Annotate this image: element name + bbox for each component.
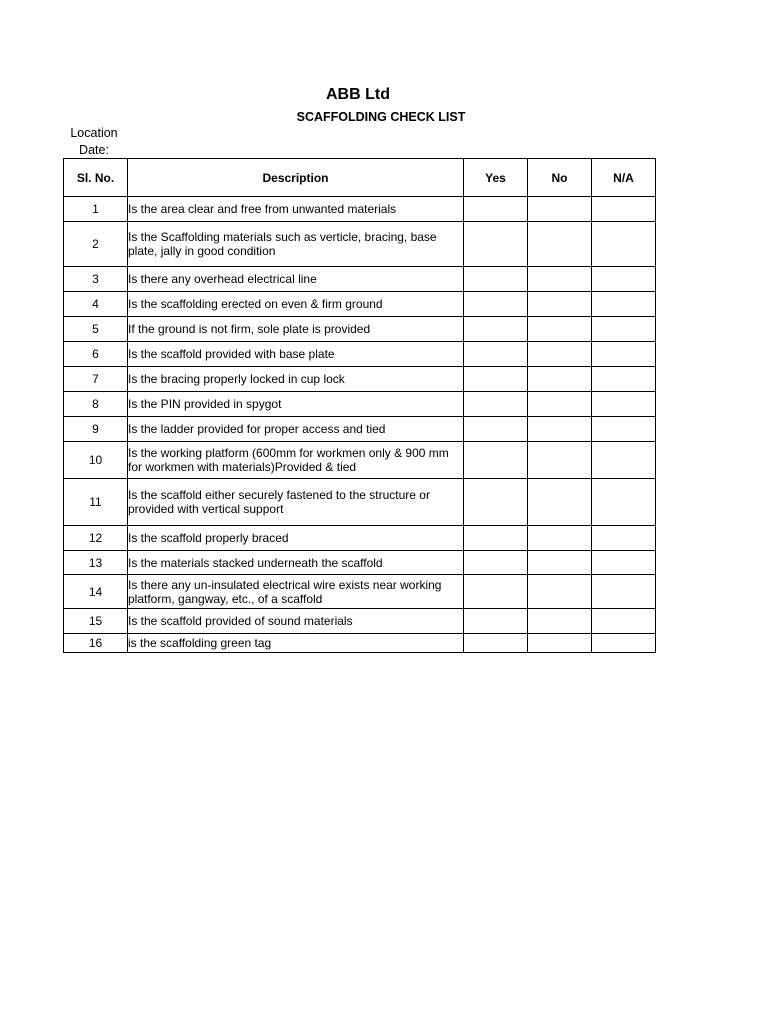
yes-cell[interactable]	[464, 317, 528, 342]
row-description: is the scaffolding green tag	[128, 634, 464, 653]
table-row	[64, 317, 656, 342]
row-description: Is the ladder provided for proper access and tied	[128, 417, 464, 442]
no-cell[interactable]	[528, 417, 592, 442]
row-number: 4	[64, 292, 128, 317]
yes-cell[interactable]	[464, 222, 528, 267]
table-row	[64, 417, 656, 442]
yes-cell[interactable]	[464, 442, 528, 479]
row-description: Is the scaffold properly braced	[128, 526, 464, 551]
na-cell[interactable]	[592, 317, 656, 342]
row-number: 3	[64, 267, 128, 292]
table-row	[64, 222, 656, 267]
na-cell[interactable]	[592, 609, 656, 634]
row-number: 15	[64, 609, 128, 634]
yes-cell[interactable]	[464, 551, 528, 575]
company-name: ABB Ltd	[326, 86, 390, 103]
date-label: Date:	[79, 143, 109, 157]
na-cell[interactable]	[592, 222, 656, 267]
table-row	[64, 367, 656, 392]
row-description: Is the scaffolding erected on even & firm ground	[128, 292, 464, 317]
row-number: 7	[64, 367, 128, 392]
table-row	[64, 551, 656, 575]
table-row	[64, 609, 656, 634]
no-cell[interactable]	[528, 526, 592, 551]
row-description: Is the scaffold either securely fastened to the structure or provided with vertical support	[128, 479, 464, 526]
na-cell[interactable]	[592, 526, 656, 551]
yes-cell[interactable]	[464, 479, 528, 526]
na-cell[interactable]	[592, 392, 656, 417]
column-header-description: Description	[128, 159, 464, 197]
no-cell[interactable]	[528, 634, 592, 653]
yes-cell[interactable]	[464, 367, 528, 392]
row-description: Is the scaffold provided with base plate	[128, 342, 464, 367]
no-cell[interactable]	[528, 442, 592, 479]
table-row	[64, 292, 656, 317]
row-number: 16	[64, 634, 128, 653]
yes-cell[interactable]	[464, 575, 528, 609]
no-cell[interactable]	[528, 197, 592, 222]
no-cell[interactable]	[528, 222, 592, 267]
column-header-sl-no: Sl. No.	[64, 159, 128, 197]
table-row	[64, 479, 656, 526]
yes-cell[interactable]	[464, 609, 528, 634]
no-cell[interactable]	[528, 479, 592, 526]
row-number: 12	[64, 526, 128, 551]
yes-cell[interactable]	[464, 634, 528, 653]
row-number: 13	[64, 551, 128, 575]
table-row	[64, 526, 656, 551]
no-cell[interactable]	[528, 292, 592, 317]
row-description: Is the materials stacked underneath the scaffold	[128, 551, 464, 575]
na-cell[interactable]	[592, 575, 656, 609]
location-label: Location	[70, 126, 118, 140]
row-description: Is the scaffold provided of sound materials	[128, 609, 464, 634]
table-row	[64, 267, 656, 292]
table-row	[64, 392, 656, 417]
na-cell[interactable]	[592, 634, 656, 653]
no-cell[interactable]	[528, 609, 592, 634]
na-cell[interactable]	[592, 197, 656, 222]
no-cell[interactable]	[528, 551, 592, 575]
row-number: 1	[64, 197, 128, 222]
row-description: Is there any overhead electrical line	[128, 267, 464, 292]
na-cell[interactable]	[592, 367, 656, 392]
row-number: 10	[64, 442, 128, 479]
na-cell[interactable]	[592, 551, 656, 575]
na-cell[interactable]	[592, 479, 656, 526]
yes-cell[interactable]	[464, 197, 528, 222]
na-cell[interactable]	[592, 342, 656, 367]
table-row	[64, 342, 656, 367]
column-header-no: No	[528, 159, 592, 197]
table-row	[64, 634, 656, 653]
yes-cell[interactable]	[464, 342, 528, 367]
row-number: 11	[64, 479, 128, 526]
no-cell[interactable]	[528, 367, 592, 392]
table-row	[64, 442, 656, 479]
table-row	[64, 197, 656, 222]
row-description: Is the bracing properly locked in cup lock	[128, 367, 464, 392]
document-title: SCAFFOLDING CHECK LIST	[296, 110, 466, 124]
no-cell[interactable]	[528, 267, 592, 292]
yes-cell[interactable]	[464, 392, 528, 417]
yes-cell[interactable]	[464, 292, 528, 317]
na-cell[interactable]	[592, 267, 656, 292]
row-description: Is the working platform (600mm for workmen only & 900 mm for workmen with materials)Provided & tied	[128, 442, 464, 479]
table-header-row	[64, 159, 656, 197]
column-header-yes: Yes	[464, 159, 528, 197]
na-cell[interactable]	[592, 442, 656, 479]
column-header-na: N/A	[592, 159, 656, 197]
row-description: Is the Scaffolding materials such as verticle, bracing, base plate, jally in good condition	[128, 222, 464, 267]
row-description: Is the PIN provided in spygot	[128, 392, 464, 417]
checklist-table	[63, 158, 656, 653]
row-number: 2	[64, 222, 128, 267]
row-description: Is the area clear and free from unwanted materials	[128, 197, 464, 222]
table-row	[64, 575, 656, 609]
row-number: 5	[64, 317, 128, 342]
na-cell[interactable]	[592, 417, 656, 442]
row-number: 8	[64, 392, 128, 417]
yes-cell[interactable]	[464, 417, 528, 442]
row-number: 14	[64, 575, 128, 609]
no-cell[interactable]	[528, 392, 592, 417]
no-cell[interactable]	[528, 317, 592, 342]
no-cell[interactable]	[528, 342, 592, 367]
yes-cell[interactable]	[464, 526, 528, 551]
row-description: If the ground is not firm, sole plate is provided	[128, 317, 464, 342]
row-description: Is there any un-insulated electrical wire exists near working platform, gangway, etc., of a scaffold	[128, 575, 464, 609]
row-number: 6	[64, 342, 128, 367]
na-cell[interactable]	[592, 292, 656, 317]
yes-cell[interactable]	[464, 267, 528, 292]
no-cell[interactable]	[528, 575, 592, 609]
row-number: 9	[64, 417, 128, 442]
